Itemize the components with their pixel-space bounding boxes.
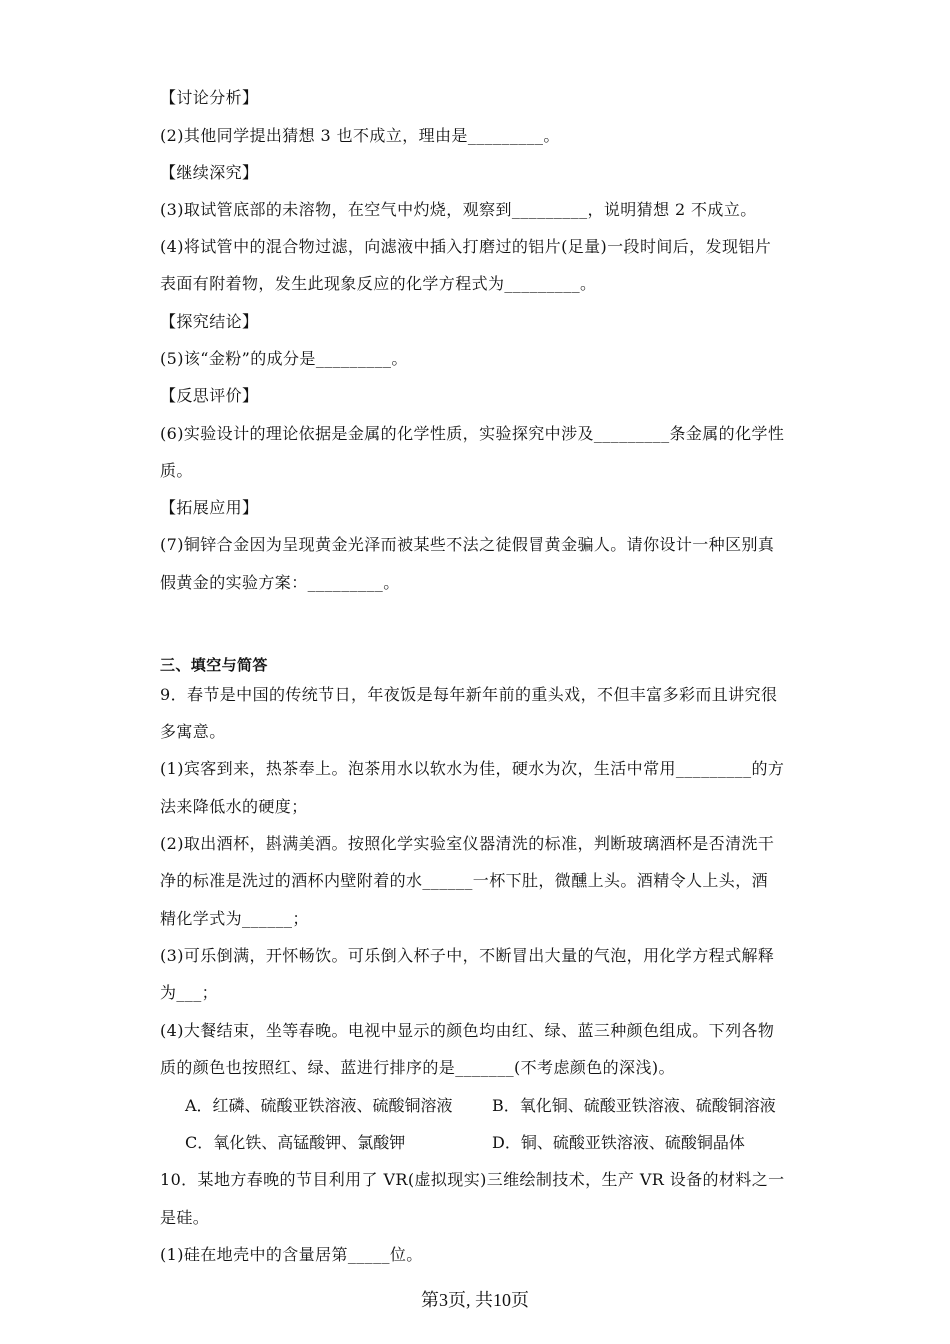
section-heading-discussion: 【讨论分析】 bbox=[160, 88, 259, 107]
question-item-5: (5)该“金粉”的成分是_________。 bbox=[160, 349, 408, 368]
question-item-6-cont: 质。 bbox=[160, 461, 193, 480]
question-9-item-4-cont: 质的颜色也按照红、绿、蓝进行排序的是_______(不考虑颜色的深浅)。 bbox=[160, 1058, 675, 1077]
question-9-stem: 9．春节是中国的传统节日，年夜饭是每年新年前的重头戏，不但丰富多彩而且讲究很 bbox=[160, 685, 778, 704]
question-9-item-2-cont2: 精化学式为______； bbox=[160, 909, 309, 928]
question-9-item-2-cont: 净的标准是洗过的酒杯内壁附着的水______一杯下肚，微醺上头。酒精令人上头，酒 bbox=[160, 871, 769, 890]
question-9-item-1-cont: 法来降低水的硬度； bbox=[160, 797, 308, 816]
question-item-7: (7)铜锌合金因为呈现黄金光泽而被某些不法之徒假冒黄金骗人。请你设计一种区别真 bbox=[160, 535, 775, 554]
option-b: B．氧化铜、硫酸亚铁溶液、硫酸铜溶液 bbox=[492, 1096, 776, 1115]
section-heading-further: 【继续深究】 bbox=[160, 163, 259, 182]
section-title: 三、填空与简答 bbox=[160, 656, 268, 674]
option-d: D．铜、硫酸亚铁溶液、硫酸铜晶体 bbox=[492, 1133, 745, 1152]
question-9-stem-cont: 多寓意。 bbox=[160, 722, 226, 741]
option-a: A．红磷、硫酸亚铁溶液、硫酸铜溶液 bbox=[185, 1096, 453, 1115]
question-9-item-3: (3)可乐倒满，开怀畅饮。可乐倒入杯子中，不断冒出大量的气泡，用化学方程式解释 bbox=[160, 946, 775, 965]
section-heading-application: 【拓展应用】 bbox=[160, 498, 259, 517]
question-item-7-cont: 假黄金的实验方案：_________。 bbox=[160, 573, 400, 592]
option-c: C．氧化铁、高锰酸钾、氯酸钾 bbox=[185, 1133, 406, 1152]
question-9-item-3-cont: 为___； bbox=[160, 983, 219, 1002]
question-item-2: (2)其他同学提出猜想 3 也不成立，理由是_________。 bbox=[160, 126, 560, 145]
page-number: 第3页, 共10页 bbox=[421, 1290, 529, 1310]
section-heading-conclusion: 【探究结论】 bbox=[160, 312, 259, 331]
question-9-item-1: (1)宾客到来，热茶奉上。泡茶用水以软水为佳，硬水为次，生活中常用_________的方 bbox=[160, 759, 785, 778]
question-item-4: (4)将试管中的混合物过滤，向滤液中插入打磨过的铝片(足量)一段时间后，发现铝片 bbox=[160, 237, 772, 256]
question-10-item-1: (1)硅在地壳中的含量居第_____位。 bbox=[160, 1245, 423, 1264]
question-9-item-4: (4)大餐结束，坐等春晚。电视中显示的颜色均由红、绿、蓝三种颜色组成。下列各物 bbox=[160, 1021, 775, 1040]
question-10-stem: 10．某地方春晚的节目利用了 VR(虚拟现实)三维绘制技术，生产 VR 设备的材料之一 bbox=[160, 1170, 785, 1189]
question-item-4-cont: 表面有附着物，发生此现象反应的化学方程式为_________。 bbox=[160, 274, 597, 293]
question-item-3: (3)取试管底部的未溶物，在空气中灼烧，观察到_________，说明猜想 2 不成立。 bbox=[160, 200, 757, 219]
question-9-item-2: (2)取出酒杯，斟满美酒。按照化学实验室仪器清洗的标准，判断玻璃酒杯是否清洗干 bbox=[160, 834, 775, 853]
question-item-6: (6)实验设计的理论依据是金属的化学性质，实验探究中涉及_________条金属的化学性 bbox=[160, 424, 785, 443]
section-heading-reflection: 【反思评价】 bbox=[160, 386, 259, 405]
question-10-stem-cont: 是硅。 bbox=[160, 1208, 210, 1227]
